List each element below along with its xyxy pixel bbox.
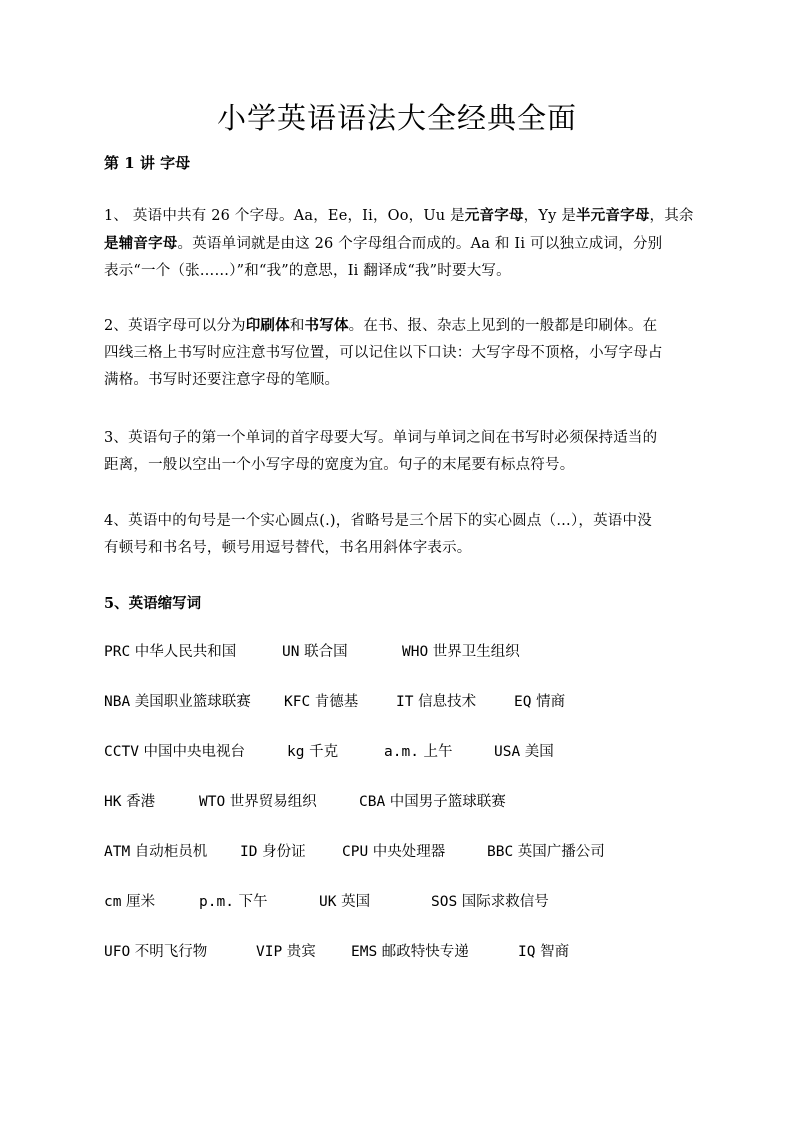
abbreviation-item [494,740,554,761]
abbreviation-item [518,940,569,961]
paragraph-4-line-1: 4、英语中的句号是一个实心圆点(.)，省略号是三个居下的实心圆点（…），英语中没 [104,513,652,529]
abbreviation-meaning: 信息技术 [413,694,477,710]
abbreviation-item [104,740,245,761]
abbreviation-term: HK [104,794,122,810]
abbreviation-meaning: 自动柜员机 [130,844,208,860]
abbreviation-term: BBC [487,844,514,860]
abbreviation-meaning: 厘米 [121,894,156,910]
abbreviation-item [104,790,155,811]
abbreviation-item [431,890,549,911]
abbreviation-term: WTO [199,794,226,810]
paragraph-3-line-2: 距离，一般以空出一个小写字母的宽度为宜。句子的末尾要有标点符号。 [104,457,575,473]
paragraph-3 [104,425,704,479]
section-heading: 第 1 讲 字母 [104,154,191,172]
abbreviation-term: EMS [351,944,378,960]
abbreviation-term: UFO [104,944,131,960]
paragraph-1-line-1: 1、 英语中共有 26 个字母。Aa，Ee，Ii，Oo，Uu 是元音字母，Yy 是半元音字母，其余 [104,207,694,224]
abbreviation-term: ATM [104,844,131,860]
abbreviation-item [402,640,520,661]
paragraph-2-line-3: 满格。书写时还要注意字母的笔顺。 [104,372,340,388]
abbreviation-term: CPU [342,844,369,860]
abbreviation-meaning: 世界贸易组织 [225,794,317,810]
paragraph-2-line-2: 四线三格上书写时应注意书写位置，可以记住以下口诀：大写字母不顶格，小写字母占 [104,345,663,361]
abbreviation-meaning: 联合国 [299,644,348,660]
abbreviation-item [514,690,565,711]
abbreviation-term: VIP [256,944,283,960]
abbreviation-term: cm [104,894,122,910]
abbreviation-term: UK [319,894,337,910]
abbreviation-item [287,740,338,761]
abbreviation-item [319,890,370,911]
abbreviation-item [104,690,251,711]
abbreviation-meaning: 智商 [535,944,570,960]
paragraph-3-line-1: 3、英语句子的第一个单词的首字母要大写。单词与单词之间在书写时必须保持适当的 [104,430,658,446]
abbreviation-term: CBA [359,794,386,810]
abbreviation-meaning: 中央处理器 [368,844,446,860]
abbreviation-item [199,890,268,911]
abbreviation-term: UN [282,644,300,660]
abbreviations-heading: 5、英语缩写词 [104,595,202,612]
paragraph-2 [104,312,704,394]
paragraph-1 [104,202,704,285]
abbreviation-meaning: 下午 [233,894,268,910]
abbreviation-item [396,690,476,711]
paragraph-1-line-3: 表示“一个（张……）”和“我”的意思，Ii 翻译成“我”时要大写。 [104,263,511,279]
abbreviation-term: p.m. [199,894,234,910]
abbreviation-meaning: 中国男子篮球联赛 [385,794,506,810]
abbreviation-item [104,940,207,961]
abbreviation-term: EQ [514,694,532,710]
abbreviation-meaning: 肯德基 [310,694,359,710]
abbreviation-term: KFC [284,694,311,710]
abbreviation-term: WHO [402,644,429,660]
abbreviation-term: IQ [518,944,536,960]
abbreviation-meaning: 美国职业篮球联赛 [130,694,251,710]
paragraph-1-line-2: 是辅音字母。英语单词就是由这 26 个字母组合而成的。Aa 和 Ii 可以独立成词，分别 [104,235,663,252]
abbreviation-item [351,940,469,961]
abbreviation-meaning: 国际求救信号 [457,894,549,910]
abbreviation-item [240,840,306,861]
abbreviation-term: PRC [104,644,131,660]
abbreviation-item [284,690,358,711]
abbreviation-term: SOS [431,894,458,910]
abbreviation-item [342,840,445,861]
abbreviation-meaning: 中国中央电视台 [138,744,246,760]
abbreviation-item [104,640,236,661]
abbreviation-item [199,790,317,811]
abbreviation-meaning: 中华人民共和国 [130,644,237,660]
abbreviation-term: CCTV [104,744,139,760]
abbreviation-meaning: 香港 [121,794,156,810]
abbreviation-meaning: 不明飞行物 [130,944,208,960]
abbreviation-item [104,840,207,861]
document-title: 小学英语语法大全经典全面 [216,101,577,135]
abbreviation-term: USA [494,744,521,760]
abbreviation-item [104,890,155,911]
abbreviation-meaning: 身份证 [257,844,306,860]
abbreviation-meaning: 英国 [336,894,371,910]
abbreviation-meaning: 邮政特快专递 [377,944,469,960]
abbreviation-meaning: 贵宾 [282,944,316,960]
abbreviation-item [256,940,316,961]
abbreviation-item [384,740,453,761]
paragraph-4 [104,508,704,562]
abbreviation-item [359,790,506,811]
abbreviation-term: ID [240,844,258,860]
abbreviation-item [282,640,348,661]
paragraph-2-line-1: 2、英语字母可以分为印刷体和书写体。在书、报、杂志上见到的一般都是印刷体。在 [104,317,658,334]
abbreviation-meaning: 上午 [418,744,453,760]
abbreviation-term: IT [396,694,414,710]
abbreviation-meaning: 情商 [531,694,566,710]
abbreviation-item [487,840,605,861]
abbreviation-meaning: 世界卫生组织 [428,644,520,660]
abbreviation-term: kg [287,744,305,760]
abbreviation-term: NBA [104,694,131,710]
abbreviation-meaning: 千克 [304,744,339,760]
paragraph-4-line-2: 有顿号和书名号，顿号用逗号替代，书名用斜体字表示。 [104,540,472,556]
abbreviation-meaning: 美国 [520,744,554,760]
abbreviation-meaning: 英国广播公司 [513,844,605,860]
abbreviation-term: a.m. [384,744,419,760]
